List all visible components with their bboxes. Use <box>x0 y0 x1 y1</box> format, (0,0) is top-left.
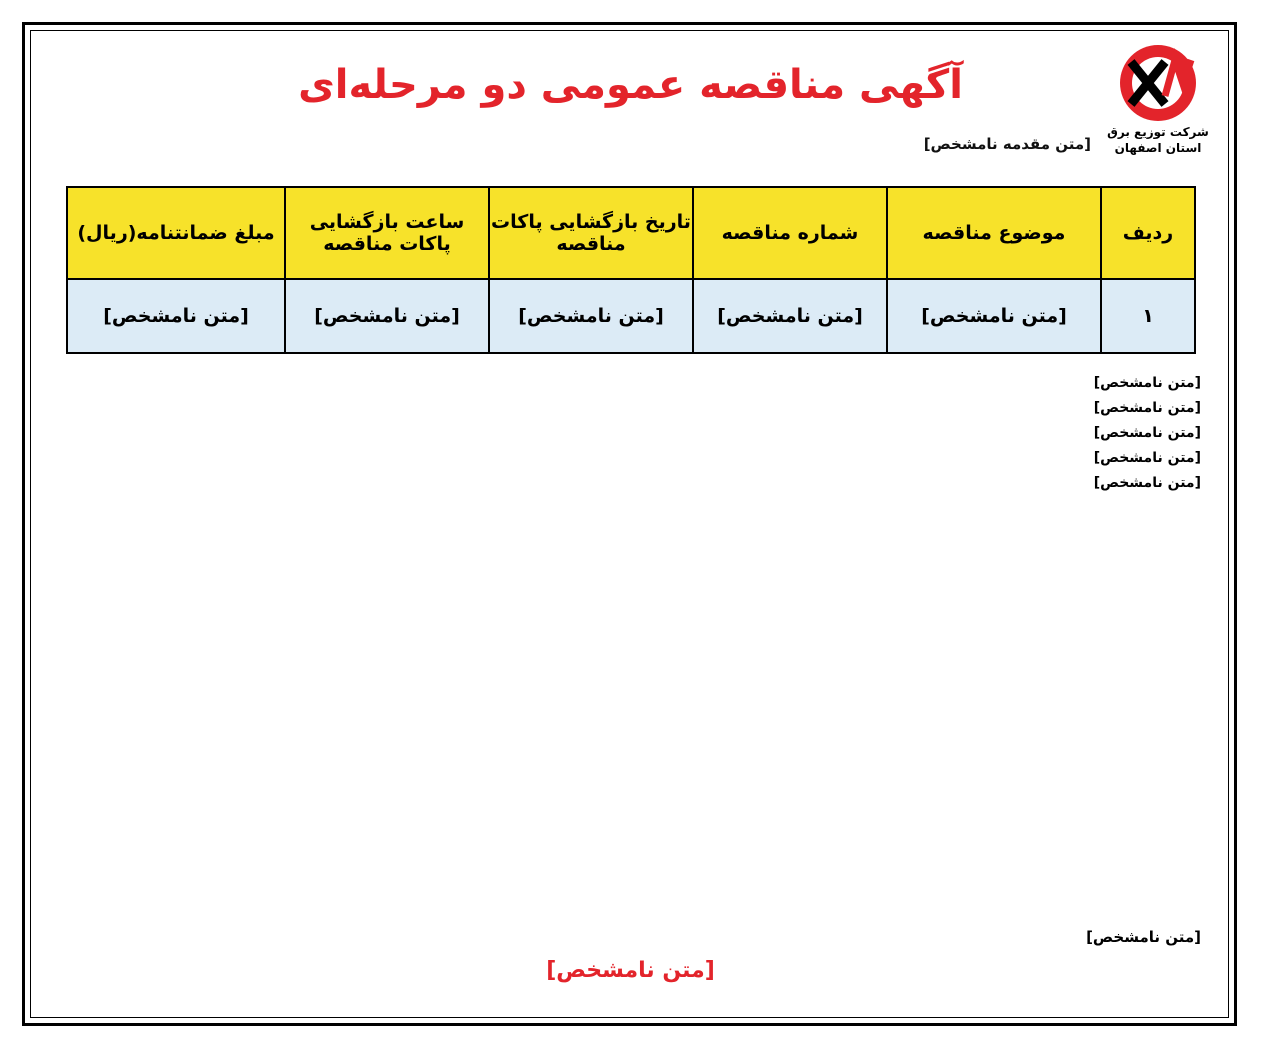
th-row-number: ردیف <box>1101 187 1195 279</box>
cell-subject: [متن نامشخص] <box>887 279 1101 353</box>
notice-title: آگهی مناقصه عمومی دو مرحله‌ای <box>298 62 963 108</box>
cell-opening-time: [متن نامشخص] <box>285 279 489 353</box>
th-tender-number: شماره مناقصه <box>693 187 887 279</box>
intro-text: [متن مقدمه نامشخص] <box>923 135 1091 153</box>
body-paragraph-4: [متن نامشخص] <box>1093 450 1201 466</box>
inner-frame <box>30 30 1229 1018</box>
logo-caption-line1: شرکت توزیع برق <box>1107 125 1209 139</box>
cell-row-number: ۱ <box>1101 279 1195 353</box>
th-opening-time: ساعت بازگشایی پاکات مناقصه <box>285 187 489 279</box>
table-row <box>67 279 1195 353</box>
tender-table <box>66 186 1196 354</box>
cell-opening-date: [متن نامشخص] <box>489 279 693 353</box>
th-subject: موضوع مناقصه <box>887 187 1101 279</box>
body-paragraph-3: [متن نامشخص] <box>1093 425 1201 441</box>
th-guarantee-amount: مبلغ ضمانتنامه(ریال) <box>67 187 285 279</box>
contact-info: [متن نامشخص] <box>1086 928 1201 946</box>
cell-tender-number: [متن نامشخص] <box>693 279 887 353</box>
cell-guarantee-amount: [متن نامشخص] <box>67 279 285 353</box>
table-header-row <box>67 187 1195 279</box>
logo-mark-icon <box>1113 42 1203 124</box>
notice-body <box>60 372 1201 497</box>
body-paragraph-1: [متن نامشخص] <box>1093 375 1201 391</box>
company-logo <box>1103 42 1213 182</box>
footer-signature: [متن نامشخص] <box>546 958 715 983</box>
body-paragraph-5: [متن نامشخص] <box>1093 475 1201 491</box>
body-paragraph-2: [متن نامشخص] <box>1093 400 1201 416</box>
th-opening-date: تاریخ بازگشایی پاکات مناقصه <box>489 187 693 279</box>
logo-caption-line2: استان اصفهان <box>1114 141 1202 155</box>
